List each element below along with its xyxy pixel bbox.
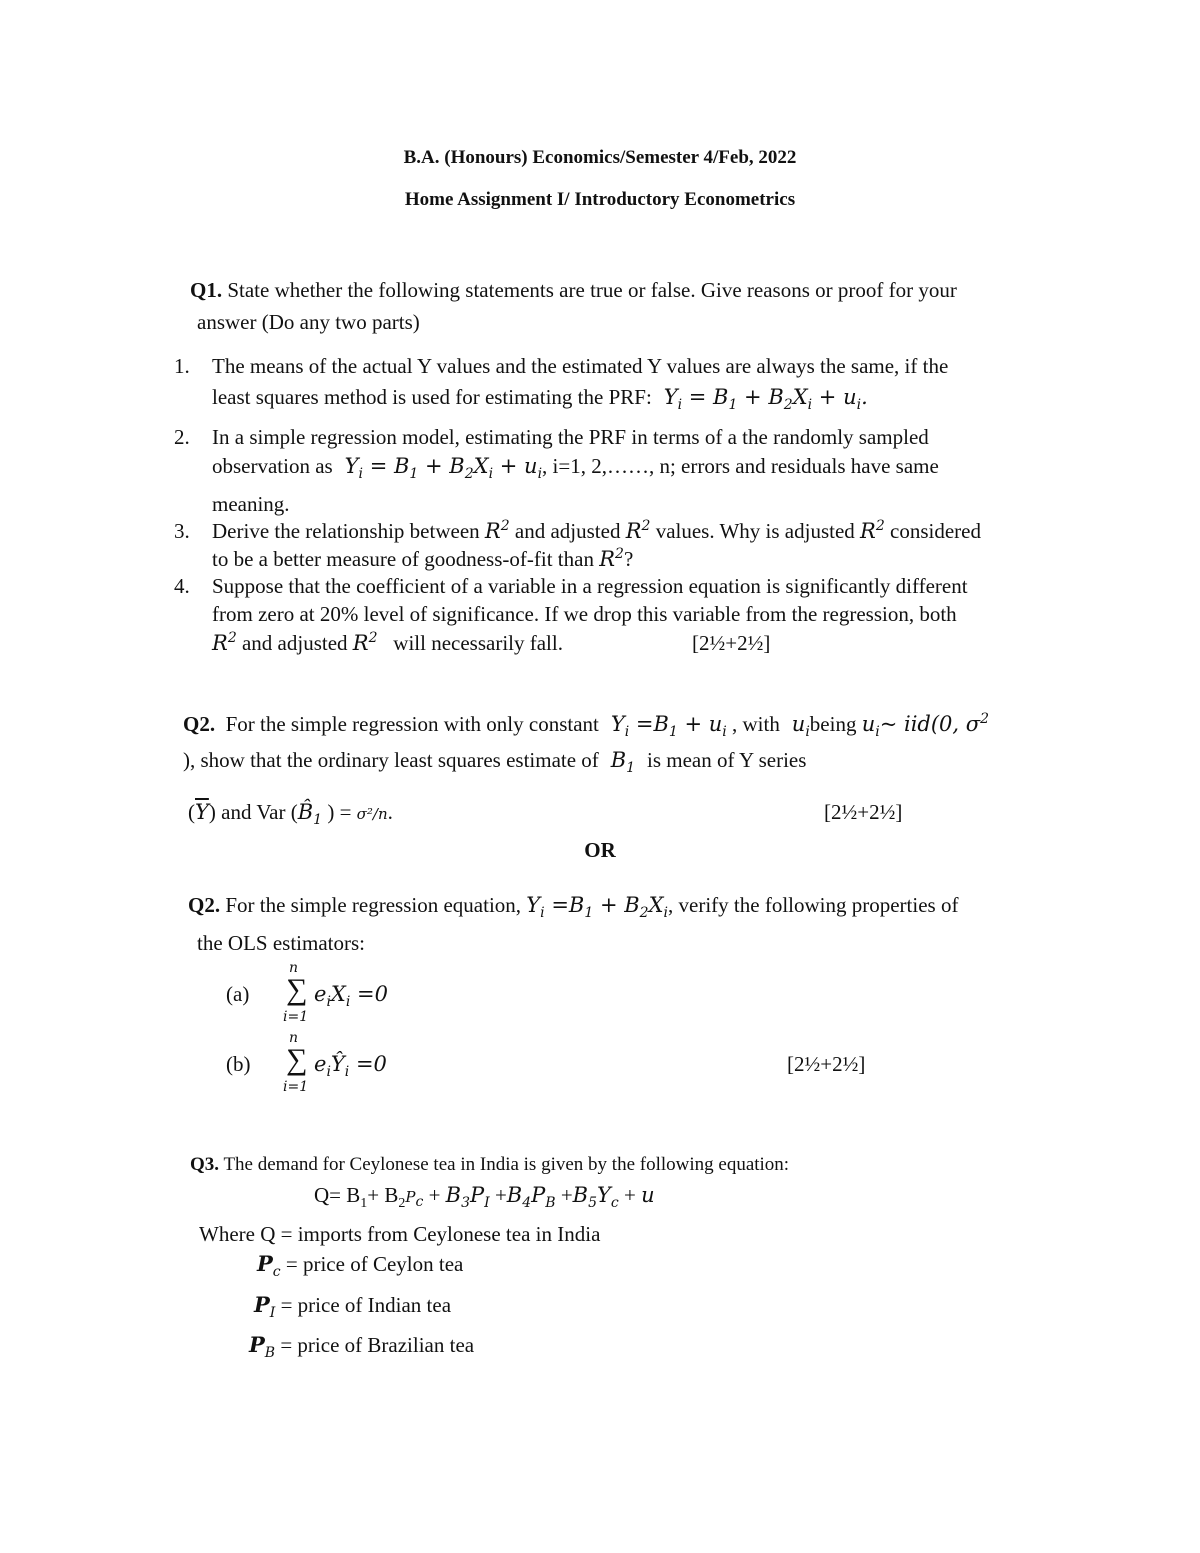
q3-intro: Q3. The demand for Ceylonese tea in India is given by the following equation: <box>190 1154 790 1175</box>
or-divider: OR <box>584 838 616 862</box>
q1-item-2-line2: observation as $Y_i = B_1 + B_2X_i + u_i$, i=1, 2,……, n; errors and residuals have same <box>212 454 939 483</box>
q2b-expr-a: $e_iX_i =0$ <box>314 982 388 1011</box>
sum-lower-a: i=1 <box>283 1009 309 1025</box>
demand-equation: $Q= B_1+ B_2P_c + B_3P_I +B_4P_B +B_5Y_c + u$ <box>314 1183 655 1212</box>
def-ceylon: $P_c$ = price of Ceylon tea <box>257 1251 464 1281</box>
q3-where: Where Q = imports from Ceylonese tea in India <box>199 1222 601 1246</box>
sum-symbol-b: ∑ <box>286 1043 308 1076</box>
q2a-line3: $(\overline{Y})$ and Var ($B̂_1$ ) = σ²/n. <box>188 800 393 829</box>
q1-item-2: 2. In a simple regression model, estimating the PRF in terms of a the randomly sampled <box>174 425 929 449</box>
q1-label: Q1. <box>190 278 223 302</box>
q2a-line2: ), show that the ordinary least squares estimate of $B_1$ is mean of Y series <box>183 748 807 777</box>
q2b-part-b-label: (b) <box>226 1052 251 1076</box>
q1-marks: [2½+2½] <box>692 631 771 655</box>
sum-upper-a: n <box>289 960 299 976</box>
q1-item-3-line2: to be a better measure of goodness-of-fit than $R^2$? <box>212 546 634 571</box>
q2b-part-a-label: (a) <box>226 982 250 1006</box>
q2b-expr-b: $e_iŶ_i =0$ <box>314 1052 387 1081</box>
q1-item-1-line2: least squares method is used for estimating the PRF: $Y_i = B_1 + B_2X_i + u_i$. <box>212 385 868 414</box>
def-indian: $P_I$ = price of Indian tea <box>254 1292 452 1322</box>
prf-equation-2: $Y_i = B_1 + B_2X_i + u_i$ <box>337 454 543 483</box>
document-subtitle: Home Assignment I/ Introductory Econometrics <box>404 189 796 210</box>
q1-item-4-line2: from zero at 20% level of significance. If we drop this variable from the regression, both <box>212 602 957 626</box>
q1-intro <box>190 276 957 304</box>
q3-label: Q3. <box>190 1154 220 1175</box>
q1-item-1: 1. The means of the actual Y values and the estimated Y values are always the same, if the <box>174 354 949 378</box>
document-title: B.A. (Honours) Economics/Semester 4/Feb, 2022 <box>403 147 797 168</box>
q2a-label: Q2. <box>183 712 216 736</box>
q1-item-3: 3. Derive the relationship between $R^2$ and adjusted $R^2$ values. Why is adjusted $R^2$ considered <box>174 518 981 543</box>
sum-symbol-a: ∑ <box>286 973 308 1006</box>
q2b-label: Q2. <box>188 893 221 917</box>
q2a-line1: Q2. For the simple regression with only constant $Y_i =B_1 + u_i$ , with $u_ibeing$ $u_i\sim$ iid(0, $\sigma^2$ <box>183 711 990 741</box>
sum-lower-b: i=1 <box>283 1079 309 1095</box>
q2a-marks: [2½+2½] <box>824 800 903 824</box>
prf-equation: $Y_i = B_1 + B_2X_i + u_i$. <box>657 385 868 414</box>
def-brazilian: $P_B$ = price of Brazilian tea <box>249 1332 475 1362</box>
q1-intro-2: answer (Do any two parts) <box>197 310 420 334</box>
sum-upper-b: n <box>289 1030 299 1046</box>
q1-intro-text: State whether the following statements are true or false. Give reasons or proof for your <box>227 278 957 302</box>
q1-item-4: 4. Suppose that the coefficient of a variable in a regression equation is significantly different <box>174 574 968 598</box>
q1-item-4-line3: $R^2$ and adjusted $R^2$ will necessarily fall. <box>212 630 563 655</box>
q2b-line2: the OLS estimators: <box>197 931 365 955</box>
q2b-line1: Q2. For the simple regression equation, $Y_i =B_1 + B_2X_i$, verify the following properties of <box>188 893 959 922</box>
q1-item-2-line3: meaning. <box>212 492 290 516</box>
q2b-marks: [2½+2½] <box>787 1052 866 1076</box>
